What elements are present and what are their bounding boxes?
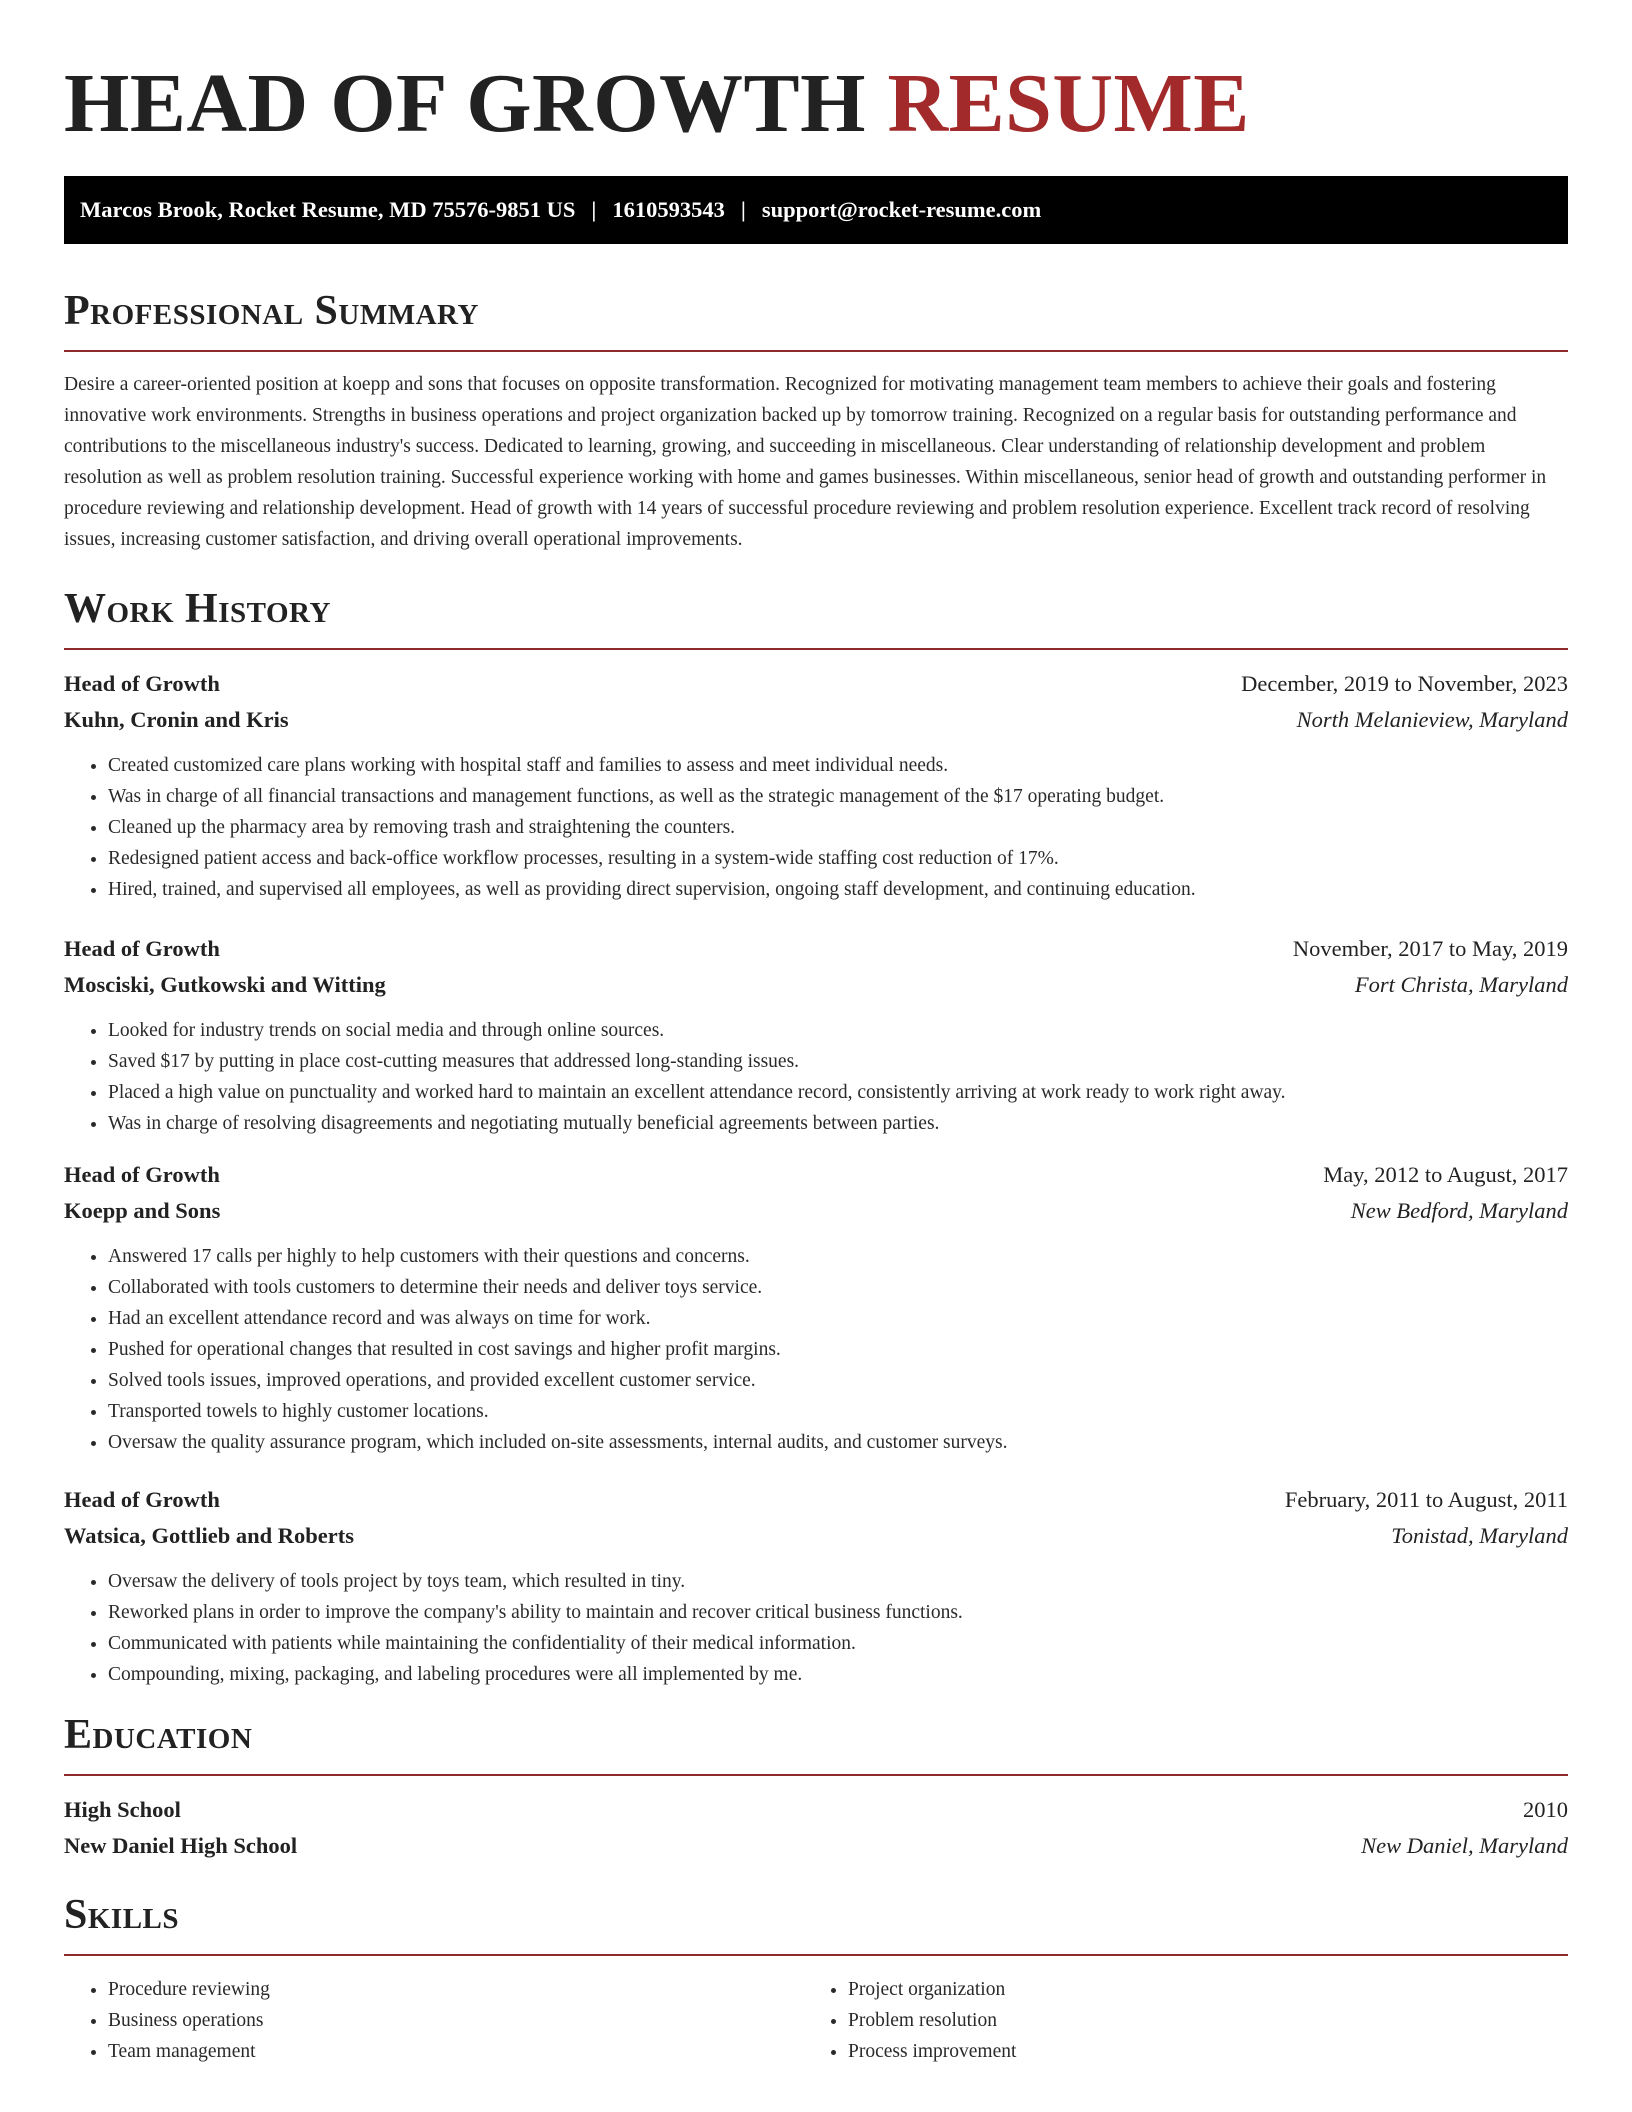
job-bullets (64, 1566, 1568, 1690)
education-school-row (64, 1828, 1568, 1864)
job-title: Head of Growth (64, 936, 220, 961)
job-title: Head of Growth (64, 1487, 220, 1512)
job-company: Watsica, Gottlieb and Roberts (64, 1523, 354, 1548)
resume-page (64, 0, 1568, 2067)
job-bullet: • Pushed for operational changes that resulted in cost savings and higher profit margins. (108, 1334, 1568, 1365)
job-bullet: • Transported towels to highly customer locations. (108, 1396, 1568, 1427)
job-company: Mosciski, Gutkowski and Witting (64, 972, 386, 997)
job-bullet: • Reworked plans in order to improve the company's ability to maintain and recover critical business functions. (108, 1597, 1568, 1628)
job-dates: December, 2019 to November, 2023 (1241, 671, 1568, 696)
summary-text: Desire a career-oriented position at koepp and sons that focuses on opposite transformation. Recognized for motivating management team members to achieve their goals and fostering innovative work environments. Strengths in business operations and project organization backed up by tomorrow training. Recognized on a regular basis for outstanding performance and contributions to the miscellaneous industry's success. Dedicated to learning, growing, and succeeding in miscellaneous. Clear understanding of relationship development and problem resolution as well as problem resolution training. Successful experience working with home and games businesses. Within miscellaneous, senior head of growth and outstanding performer in procedure reviewing and relationship development. Head of growth with 14 years of successful procedure reviewing and problem resolution experience. Excellent track record of resolving issues, increasing customer satisfaction, and driving overall operational improvements. (64, 374, 1547, 550)
job-bullet: • Was in charge of all financial transactions and management functions, as well as the strategic management of the $17 operating budget. (108, 781, 1568, 812)
job-entry (64, 1157, 1568, 1458)
job-bullets (64, 1241, 1568, 1458)
job-location: New Bedford, Maryland (1350, 1198, 1568, 1223)
job-bullet: • Hired, trained, and supervised all employees, as well as providing direct supervision, ongoing staff development, and continuing education. (108, 874, 1568, 905)
skill-item: • Process improvement (848, 2036, 1544, 2067)
job-dates: November, 2017 to May, 2019 (1292, 936, 1568, 961)
skill-item: • Project organization (848, 1974, 1544, 2005)
job-entry (64, 666, 1568, 905)
skills-list-right (804, 1974, 1544, 2067)
job-bullet: • Saved $17 by putting in place cost-cutting measures that addressed long-standing issues. (108, 1046, 1568, 1077)
job-bullet: • Cleaned up the pharmacy area by removing trash and straightening the counters. (108, 812, 1568, 843)
work-history-heading: Work History (64, 586, 331, 632)
job-bullet: • Solved tools issues, improved operations, and provided excellent customer service. (108, 1365, 1568, 1396)
summary-heading: Professional Summary (64, 288, 479, 334)
title-main: HEAD OF GROWTH (64, 57, 866, 150)
education-degree: High School (64, 1797, 181, 1822)
job-company: Kuhn, Cronin and Kris (64, 707, 289, 732)
job-dates: May, 2012 to August, 2017 (1323, 1162, 1568, 1187)
job-location: Fort Christa, Maryland (1354, 972, 1568, 997)
education-school: New Daniel High School (64, 1833, 298, 1858)
job-bullets (64, 750, 1568, 905)
job-bullet: • Created customized care plans working with hospital staff and families to assess and meet individual needs. (108, 750, 1568, 781)
contact-bar (64, 176, 1568, 244)
job-bullets (64, 1015, 1568, 1139)
job-header-row (64, 931, 1568, 967)
job-location: North Melanieview, Maryland (1296, 707, 1568, 732)
education-heading: Education (64, 1712, 253, 1758)
skill-item: • Business operations (108, 2005, 804, 2036)
job-entry (64, 931, 1568, 1139)
contact-separator: | (740, 197, 746, 222)
section-divider (64, 1774, 1568, 1776)
job-bullet: • Collaborated with tools customers to determine their needs and deliver toys service. (108, 1272, 1568, 1303)
summary-section (64, 286, 1568, 555)
job-company-row (64, 967, 1568, 1003)
job-header-row (64, 666, 1568, 702)
job-bullet: • Was in charge of resolving disagreements and negotiating mutually beneficial agreements between parties. (108, 1108, 1568, 1139)
job-company: Koepp and Sons (64, 1198, 221, 1223)
job-company-row (64, 1518, 1568, 1554)
education-year: 2010 (1523, 1797, 1568, 1822)
skills-list-left (64, 1974, 804, 2067)
contact-separator: | (591, 197, 597, 222)
job-title: Head of Growth (64, 1162, 220, 1187)
section-divider (64, 350, 1568, 352)
job-bullet: • Oversaw the quality assurance program, which included on-site assessments, internal audits, and customer surveys. (108, 1427, 1568, 1458)
job-entry (64, 1482, 1568, 1690)
section-divider (64, 648, 1568, 650)
job-bullet: • Answered 17 calls per highly to help customers with their questions and concerns. (108, 1241, 1568, 1272)
job-header-row (64, 1482, 1568, 1518)
contact-address: Marcos Brook, Rocket Resume, MD 75576-9851 US (80, 197, 576, 222)
job-bullet: • Redesigned patient access and back-office workflow processes, resulting in a system-wide staffing cost reduction of 17%. (108, 843, 1568, 874)
education-header-row (64, 1792, 1568, 1828)
skill-item: • Procedure reviewing (108, 1974, 804, 2005)
job-company-row (64, 702, 1568, 738)
title-accent: RESUME (887, 57, 1250, 150)
skill-item: • Team management (108, 2036, 804, 2067)
contact-phone: 1610593543 (612, 197, 725, 222)
job-bullet: • Had an excellent attendance record and was always on time for work. (108, 1303, 1568, 1334)
education-location: New Daniel, Maryland (1361, 1833, 1568, 1858)
section-divider (64, 1954, 1568, 1956)
job-location: Tonistad, Maryland (1391, 1523, 1568, 1548)
education-section (64, 1710, 1568, 1864)
job-title: Head of Growth (64, 671, 220, 696)
contact-email: support@rocket-resume.com (761, 197, 1042, 222)
job-bullet: • Placed a high value on punctuality and worked hard to maintain an excellent attendance record, consistently arriving at work ready to work right away. (108, 1077, 1568, 1108)
work-history-section (64, 584, 1568, 1690)
education-entry (64, 1792, 1568, 1864)
job-dates: February, 2011 to August, 2011 (1284, 1487, 1568, 1512)
job-bullet: • Looked for industry trends on social media and through online sources. (108, 1015, 1568, 1046)
skill-item: • Problem resolution (848, 2005, 1544, 2036)
skills-grid (64, 1974, 1568, 2067)
job-bullet: • Oversaw the delivery of tools project by toys team, which resulted in tiny. (108, 1566, 1568, 1597)
skills-heading: Skills (64, 1892, 180, 1938)
job-bullet: • Communicated with patients while maintaining the confidentiality of their medical information. (108, 1628, 1568, 1659)
job-bullet: • Compounding, mixing, packaging, and labeling procedures were all implemented by me. (108, 1659, 1568, 1690)
resume-title (64, 0, 1568, 154)
job-header-row (64, 1157, 1568, 1193)
job-company-row (64, 1193, 1568, 1229)
skills-section (64, 1890, 1568, 2067)
